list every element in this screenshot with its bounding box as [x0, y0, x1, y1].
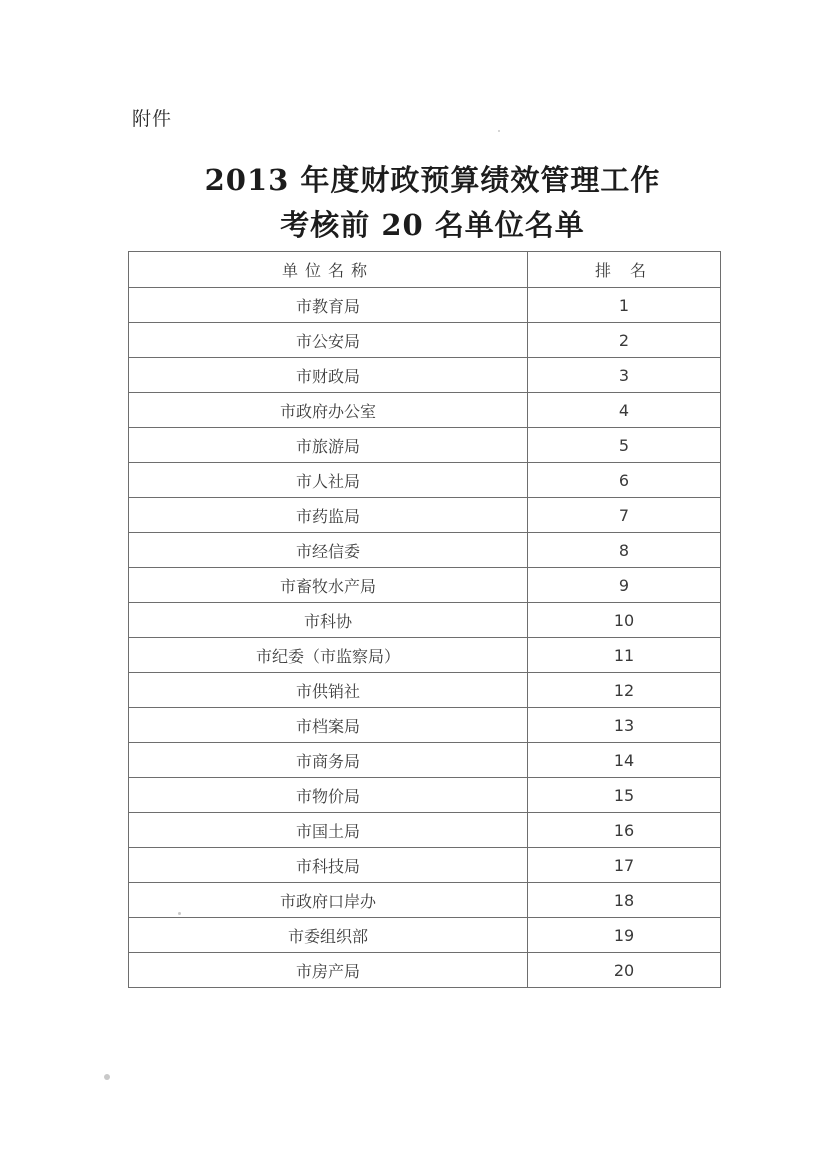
table-row [129, 603, 721, 638]
unit-name-cell: 市国土局 [129, 813, 528, 848]
table-row [129, 918, 721, 953]
table-row [129, 638, 721, 673]
header-unit-name: 单位名称 [129, 252, 528, 288]
rank-cell: 3 [528, 358, 721, 393]
unit-name-cell: 市科协 [129, 603, 528, 638]
attachment-label: 附件 [132, 108, 173, 130]
table-row [129, 778, 721, 813]
rank-cell: 5 [528, 428, 721, 463]
rank-cell: 8 [528, 533, 721, 568]
unit-name-cell: 市物价局 [129, 778, 528, 813]
unit-name-cell: 市药监局 [129, 498, 528, 533]
table-row [129, 533, 721, 568]
unit-name-cell: 市政府办公室 [129, 393, 528, 428]
rank-cell: 10 [528, 603, 721, 638]
table-row [129, 498, 721, 533]
rank-cell: 4 [528, 393, 721, 428]
table-row [129, 953, 721, 988]
rank-cell: 17 [528, 848, 721, 883]
unit-name-cell: 市人社局 [129, 463, 528, 498]
scan-speck [104, 1074, 110, 1080]
table-row [129, 743, 721, 778]
rank-cell: 13 [528, 708, 721, 743]
table-body [129, 288, 721, 988]
rank-cell: 9 [528, 568, 721, 603]
scan-speck [178, 912, 181, 915]
rank-cell: 20 [528, 953, 721, 988]
table-row [129, 813, 721, 848]
unit-name-cell: 市委组织部 [129, 918, 528, 953]
table-row [129, 393, 721, 428]
unit-name-cell: 市公安局 [129, 323, 528, 358]
unit-name-cell: 市档案局 [129, 708, 528, 743]
table-row [129, 463, 721, 498]
table-row [129, 323, 721, 358]
table-row [129, 288, 721, 323]
table-row [129, 883, 721, 918]
unit-name-cell: 市旅游局 [129, 428, 528, 463]
unit-name-cell: 市畜牧水产局 [129, 568, 528, 603]
rank-cell: 6 [528, 463, 721, 498]
unit-name-cell: 市纪委（市监察局） [129, 638, 528, 673]
rank-cell: 7 [528, 498, 721, 533]
unit-name-cell: 市财政局 [129, 358, 528, 393]
table-row [129, 708, 721, 743]
unit-name-cell: 市政府口岸办 [129, 883, 528, 918]
document-title-line-1: 2013 年度财政预算绩效管理工作 [204, 163, 661, 197]
scan-speck [498, 130, 500, 132]
table-row [129, 673, 721, 708]
table-row [129, 428, 721, 463]
rank-cell: 18 [528, 883, 721, 918]
unit-name-cell: 市商务局 [129, 743, 528, 778]
table-row [129, 848, 721, 883]
unit-name-cell: 市经信委 [129, 533, 528, 568]
rank-cell: 15 [528, 778, 721, 813]
document-title-line-2: 考核前 20 名单位名单 [280, 208, 585, 242]
table-row [129, 358, 721, 393]
rank-cell: 12 [528, 673, 721, 708]
table-row [129, 568, 721, 603]
rank-cell: 1 [528, 288, 721, 323]
table-header-row [129, 252, 721, 288]
unit-name-cell: 市教育局 [129, 288, 528, 323]
unit-name-cell: 市科技局 [129, 848, 528, 883]
rank-cell: 11 [528, 638, 721, 673]
rank-cell: 16 [528, 813, 721, 848]
rank-cell: 2 [528, 323, 721, 358]
ranking-table [128, 251, 721, 988]
rank-cell: 14 [528, 743, 721, 778]
rank-cell: 19 [528, 918, 721, 953]
unit-name-cell: 市房产局 [129, 953, 528, 988]
unit-name-cell: 市供销社 [129, 673, 528, 708]
header-rank: 排 名 [528, 252, 721, 288]
